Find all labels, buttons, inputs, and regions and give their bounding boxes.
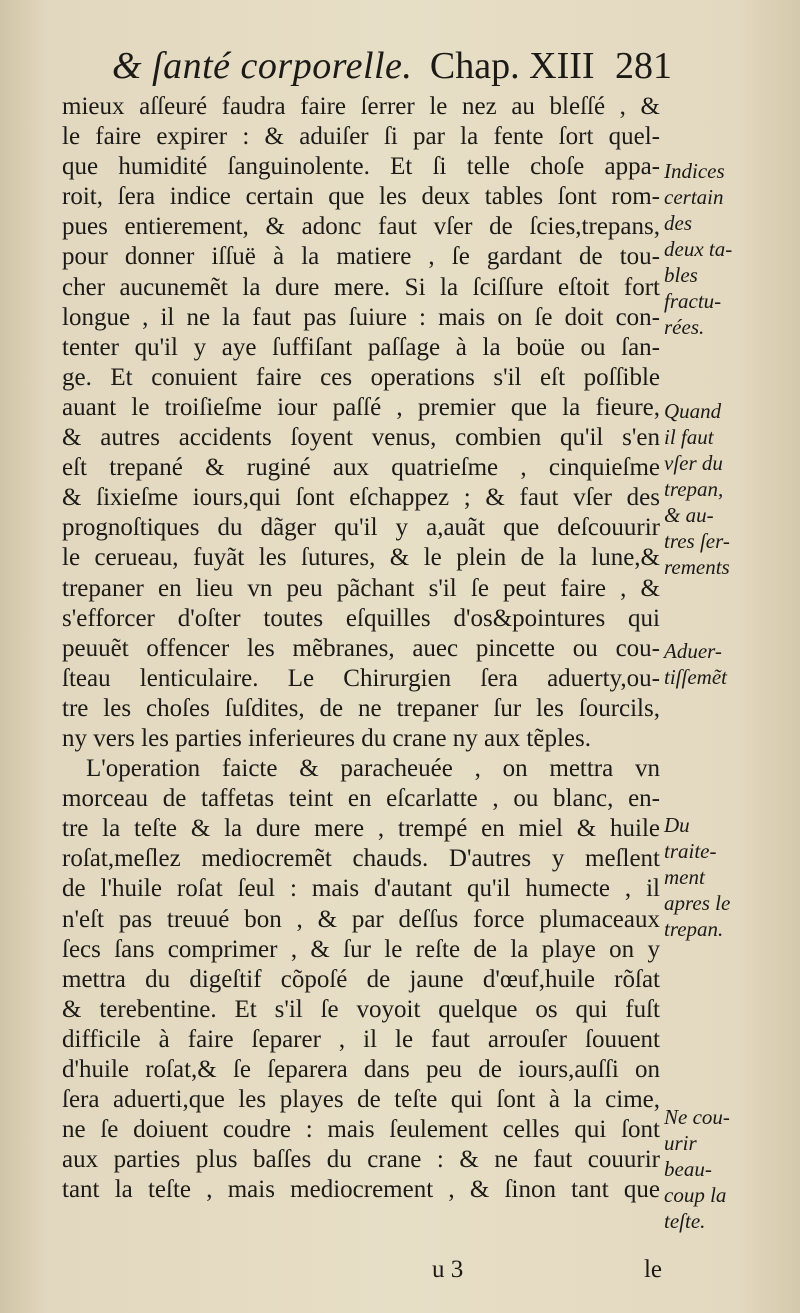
text-line: peuuẽt offencer les mẽbranes, auec pincette ou cou-	[62, 634, 660, 662]
margin-note-indices	[664, 158, 794, 340]
margin-note-line: Aduer-	[664, 639, 722, 663]
margin-note-ne-couvrir	[664, 1104, 794, 1234]
text-line: difficile à faire ſeparer , il le faut arrouſer ſouuent	[62, 1025, 660, 1053]
text-line: tenter qu'il y aye ſuffiſant paſſage à la boüe ou ſan-	[62, 333, 660, 361]
main-text-block	[62, 92, 660, 1205]
margin-note-line: Du	[664, 813, 690, 837]
text-line: de l'huile roſat ſeul : mais d'autant qu'il humecte , il	[62, 875, 660, 903]
text-line: ſecs ſans comprimer , & ſur le reſte de la playe on y	[62, 935, 660, 963]
margin-note-line: rements	[664, 555, 730, 579]
text-line: morceau de taffetas teint en eſcarlatte , ou blanc, en-	[62, 785, 660, 813]
text-line: tant la teſte , mais mediocrement , & ſinon tant que	[62, 1176, 660, 1204]
text-line: ne ſe doiuent coudre : mais ſeulement celles qui ſont	[62, 1116, 660, 1144]
chapter-label: Chap. XIII	[429, 45, 595, 87]
margin-note-line: trepan,	[664, 477, 724, 501]
text-line: pues entierement, & adonc faut vſer de ſcies,trepans,	[62, 213, 660, 241]
margin-note-line: & au-	[664, 503, 714, 527]
running-header	[112, 38, 672, 94]
margin-note-traitement	[664, 812, 794, 942]
text-line: ſera aduerti,que les playes de teſte qui ſont à la cime,	[62, 1086, 660, 1114]
margin-note-line: Ne cou-	[664, 1105, 730, 1129]
margin-note-line: fractu-	[664, 289, 722, 313]
margin-note-line: beau-	[664, 1157, 712, 1181]
margin-note-line: rées.	[664, 315, 705, 339]
text-line: mieux aſſeuré faudra faire ſerrer le nez au bleſſé , &	[62, 93, 660, 120]
page-number: 281	[615, 45, 672, 87]
text-line: & ſixieſme iours,qui ſont eſchappez ; & faut vſer des	[62, 484, 660, 512]
margin-note-line: urir	[664, 1131, 697, 1155]
text-line: roit, ſera indice certain que les deux tables ſont rom-	[62, 183, 660, 211]
paragraph-end-line: ny vers les parties inferieures du crane ny aux tẽples.	[62, 724, 591, 752]
page-footer	[62, 1256, 662, 1290]
text-line: tre la teſte & la dure mere , trempé en miel & huile	[62, 815, 660, 843]
signature-mark: u 3	[432, 1256, 464, 1283]
text-line: s'efforcer d'oſter toutes eſquilles d'os&pointures qui	[62, 604, 660, 632]
margin-note-line: vſer du	[664, 451, 723, 475]
margin-note-line: tiſſemẽt	[664, 665, 727, 689]
text-line: tre les choſes ſuſdites, de ne trepaner ſur les ſourcils,	[62, 694, 660, 722]
margin-note-line: teſte.	[664, 1209, 706, 1233]
text-line: que humidité ſanguinolente. Et ſi telle choſe appa-	[62, 153, 660, 181]
margin-note-line: tres ſer-	[664, 529, 730, 553]
text-line: mettra du digeſtif cõpoſé de jaune d'œuf,huile rõſat	[62, 965, 660, 993]
margin-note-line: Indices	[664, 159, 725, 183]
catchword: le	[643, 1256, 662, 1283]
margin-note-line: traite-	[664, 839, 717, 863]
text-line: ge. Et conuient faire ces operations s'il eſt poſſible	[62, 363, 660, 391]
text-line: d'huile roſat,& ſe ſeparera dans peu de iours,auſſi on	[62, 1056, 660, 1083]
text-line: longue , il ne la faut pas ſuiure : mais on ſe doit con-	[62, 303, 660, 331]
text-line: le faire expirer : & aduiſer ſi par la fente ſort quel-	[62, 123, 660, 151]
text-line: prognoſtiques du dãger qu'il y a,auãt que deſcouurir	[62, 514, 660, 542]
margin-note-line: Quand	[664, 399, 722, 423]
text-line: eſt trepané & ruginé aux quatrieſme , cinquieſme	[62, 454, 660, 482]
margin-note-line: coup la	[664, 1183, 727, 1207]
margin-note-line: il faut	[664, 425, 714, 449]
margin-note-line: bles	[664, 263, 698, 287]
margin-note-line: deux ta-	[664, 237, 733, 261]
text-line: auant le troiſieſme iour paſſé , premier que la fieure,	[62, 393, 660, 421]
margin-note-line: des	[664, 211, 692, 235]
text-line: & autres accidents ſoyent venus, combien qu'il s'en	[62, 424, 660, 452]
text-line: n'eſt pas treuué bon , & par deſſus force plumaceaux	[62, 905, 660, 933]
paragraph-start-line: L'operation faicte & paracheuée , on mettra vn	[86, 755, 660, 783]
text-line: ſteau lenticulaire. Le Chirurgien ſera aduerty,ou-	[62, 664, 660, 692]
text-line: le cerueau, fuyãt les ſutures, & le plein de la lune,&	[62, 544, 660, 572]
margin-note-line: certain	[664, 185, 724, 209]
text-line: & terebentine. Et s'il ſe voyoit quelque os qui fuſt	[62, 995, 660, 1023]
margin-note-line: ment	[664, 865, 705, 889]
margin-note-line: apres le	[664, 891, 731, 915]
margin-note-line: trepan.	[664, 917, 724, 941]
text-line: aux parties plus baſſes du crane : & ne faut couurir	[62, 1146, 660, 1174]
margin-note-aduertissement	[664, 638, 794, 690]
text-line: trepaner en lieu vn peu pãchant s'il ſe peut faire , &	[62, 574, 660, 602]
text-line: roſat,meſlez mediocremẽt chauds. D'autres y meſlent	[62, 845, 660, 873]
margin-note-quand	[664, 398, 794, 580]
text-line: cher aucunemẽt la dure mere. Si la ſciſſure eſtoit fort	[62, 273, 660, 301]
running-title: & ſanté corporelle.	[112, 45, 413, 87]
text-line: pour donner iſſuë à la matiere , ſe gardant de tou-	[62, 243, 660, 271]
